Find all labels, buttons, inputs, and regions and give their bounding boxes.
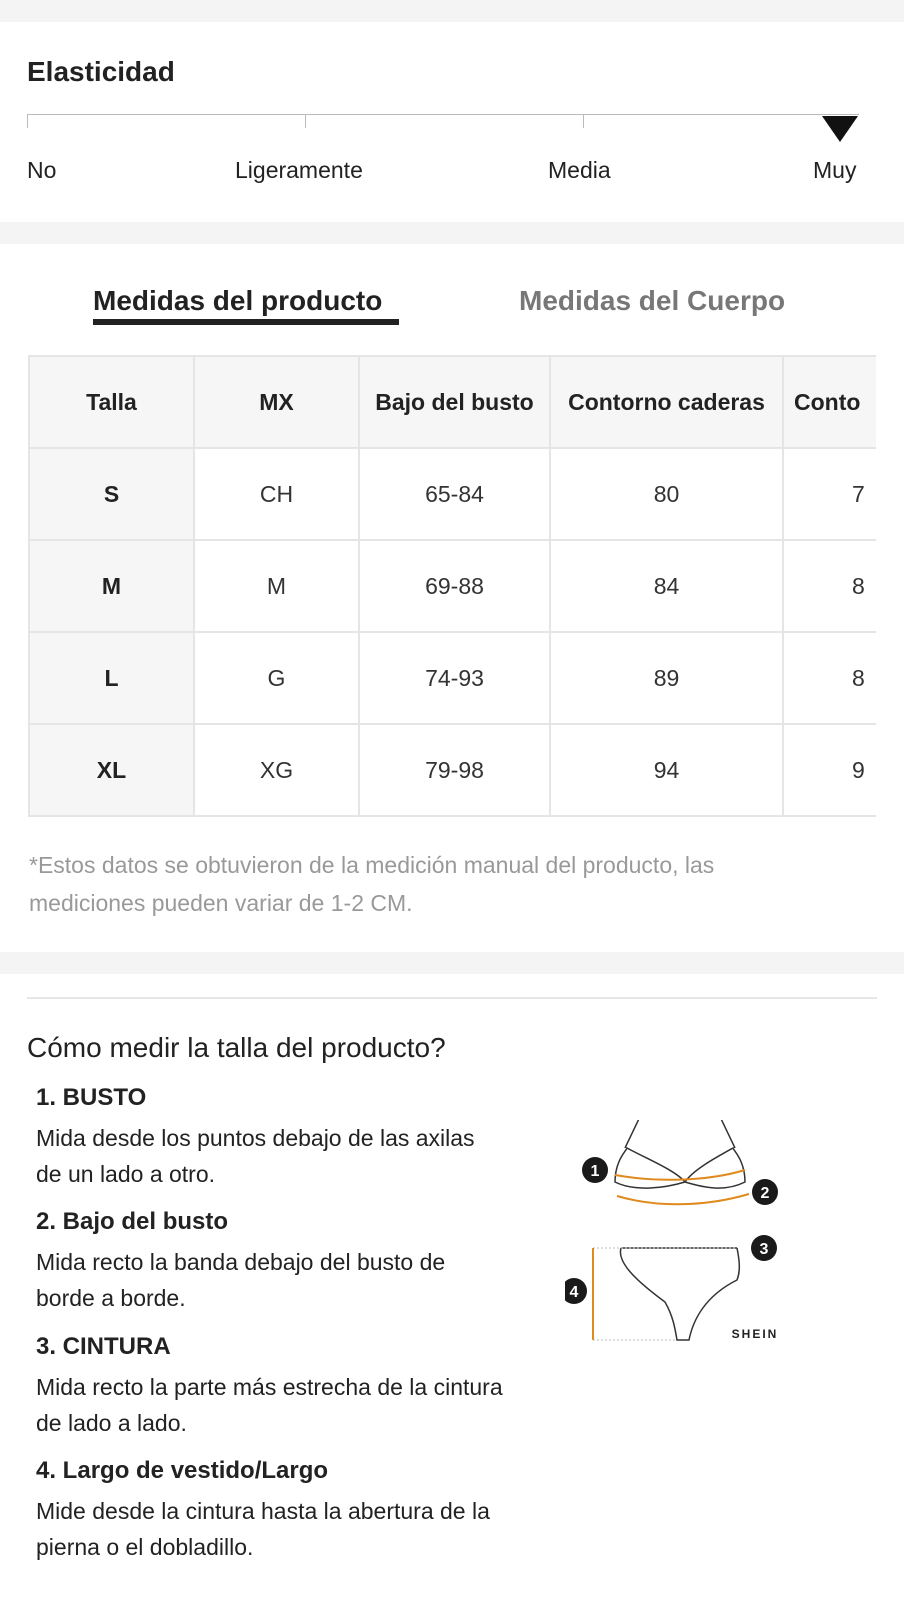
step-title: 4. Largo de vestido/Largo (36, 1457, 329, 1484)
elasticity-level-slight: Ligeramente (235, 157, 363, 183)
table-cell: 89 (550, 632, 783, 724)
header-truncated: Conto (783, 356, 876, 448)
table-cell: XL (29, 724, 194, 816)
svg-text:3: 3 (759, 1241, 769, 1258)
size-table-scroll[interactable] (28, 355, 876, 819)
active-tab-underline (93, 319, 399, 325)
table-cell: 69-88 (359, 540, 550, 632)
table-cell: 8 (783, 632, 876, 724)
elasticity-level-medium: Media (548, 157, 611, 183)
table-row (29, 632, 876, 724)
elasticity-title: Elasticidad (27, 56, 175, 87)
section-separator (0, 222, 904, 244)
elasticity-track (27, 114, 859, 115)
table-cell: 84 (550, 540, 783, 632)
marker-2-icon (752, 1179, 778, 1205)
marker-4-icon (565, 1278, 587, 1304)
table-cell: M (194, 540, 359, 632)
table-cell: G (194, 632, 359, 724)
elasticity-marker-icon (822, 116, 858, 142)
table-header-row (29, 356, 876, 448)
step-text: Mida recto la parte más estrecha de la cintura de lado a lado. (36, 1374, 503, 1436)
table-cell: 65-84 (359, 448, 550, 540)
elasticity-tick (305, 114, 306, 128)
header-mx: MX (194, 356, 359, 448)
table-cell: 79-98 (359, 724, 550, 816)
measure-step-underbust (36, 1206, 506, 1316)
marker-1-icon (582, 1157, 608, 1183)
elasticity-tick (27, 114, 28, 128)
table-cell: M (29, 540, 194, 632)
tab-product-measurements[interactable]: Medidas del producto (93, 285, 383, 316)
header-size: Talla (29, 356, 194, 448)
header-underbust: Bajo del busto (359, 356, 550, 448)
elasticity-level-very: Muy (813, 157, 857, 183)
table-cell: L (29, 632, 194, 724)
step-text: Mida recto la banda debajo del busto de borde a borde. (36, 1249, 446, 1311)
measure-step-waist (36, 1331, 506, 1441)
table-row (29, 724, 876, 816)
table-cell: 94 (550, 724, 783, 816)
header-hip: Contorno caderas (550, 356, 783, 448)
table-cell: CH (194, 448, 359, 540)
elasticity-level-no: No (27, 157, 57, 183)
table-cell: 9 (783, 724, 876, 816)
tab-body-measurements[interactable]: Medidas del Cuerpo (519, 285, 786, 316)
table-cell: 80 (550, 448, 783, 540)
size-table (28, 355, 876, 817)
table-cell: 74-93 (359, 632, 550, 724)
step-text: Mide desde la cintura hasta la abertura de la pierna o el dobladillo. (36, 1498, 490, 1560)
table-row (29, 540, 876, 632)
elasticity-tick (583, 114, 584, 128)
bikini-bottom-icon (620, 1248, 739, 1340)
measure-step-bust (36, 1082, 506, 1192)
table-row (29, 448, 876, 540)
step-text: Mida desde los puntos debajo de las axilas de un lado a otro. (36, 1125, 475, 1187)
shein-logo: SHEIN (731, 1327, 779, 1341)
step-title: 1. BUSTO (36, 1084, 147, 1111)
marker-3-icon (751, 1235, 777, 1261)
measurement-note: *Estos datos se obtuvieron de la medición manual del producto, las mediciones pueden variar de 1-2 CM. (29, 852, 715, 916)
how-to-measure-title: Cómo medir la talla del producto? (27, 1032, 446, 1063)
bust-measure-line (615, 1170, 745, 1180)
svg-text:1: 1 (590, 1163, 600, 1180)
underbust-measure-line (617, 1194, 749, 1204)
step-title: 2. Bajo del busto (36, 1208, 229, 1235)
step-title: 3. CINTURA (36, 1333, 171, 1360)
section-separator (0, 0, 904, 22)
table-cell: S (29, 448, 194, 540)
section-separator (0, 952, 904, 974)
table-cell: XG (194, 724, 359, 816)
table-cell: 8 (783, 540, 876, 632)
svg-text:4: 4 (569, 1284, 579, 1301)
bikini-measurement-diagram (565, 1120, 805, 1380)
divider (27, 997, 877, 999)
svg-text:2: 2 (760, 1185, 770, 1202)
measure-step-length (36, 1455, 506, 1565)
table-cell: 7 (783, 448, 876, 540)
